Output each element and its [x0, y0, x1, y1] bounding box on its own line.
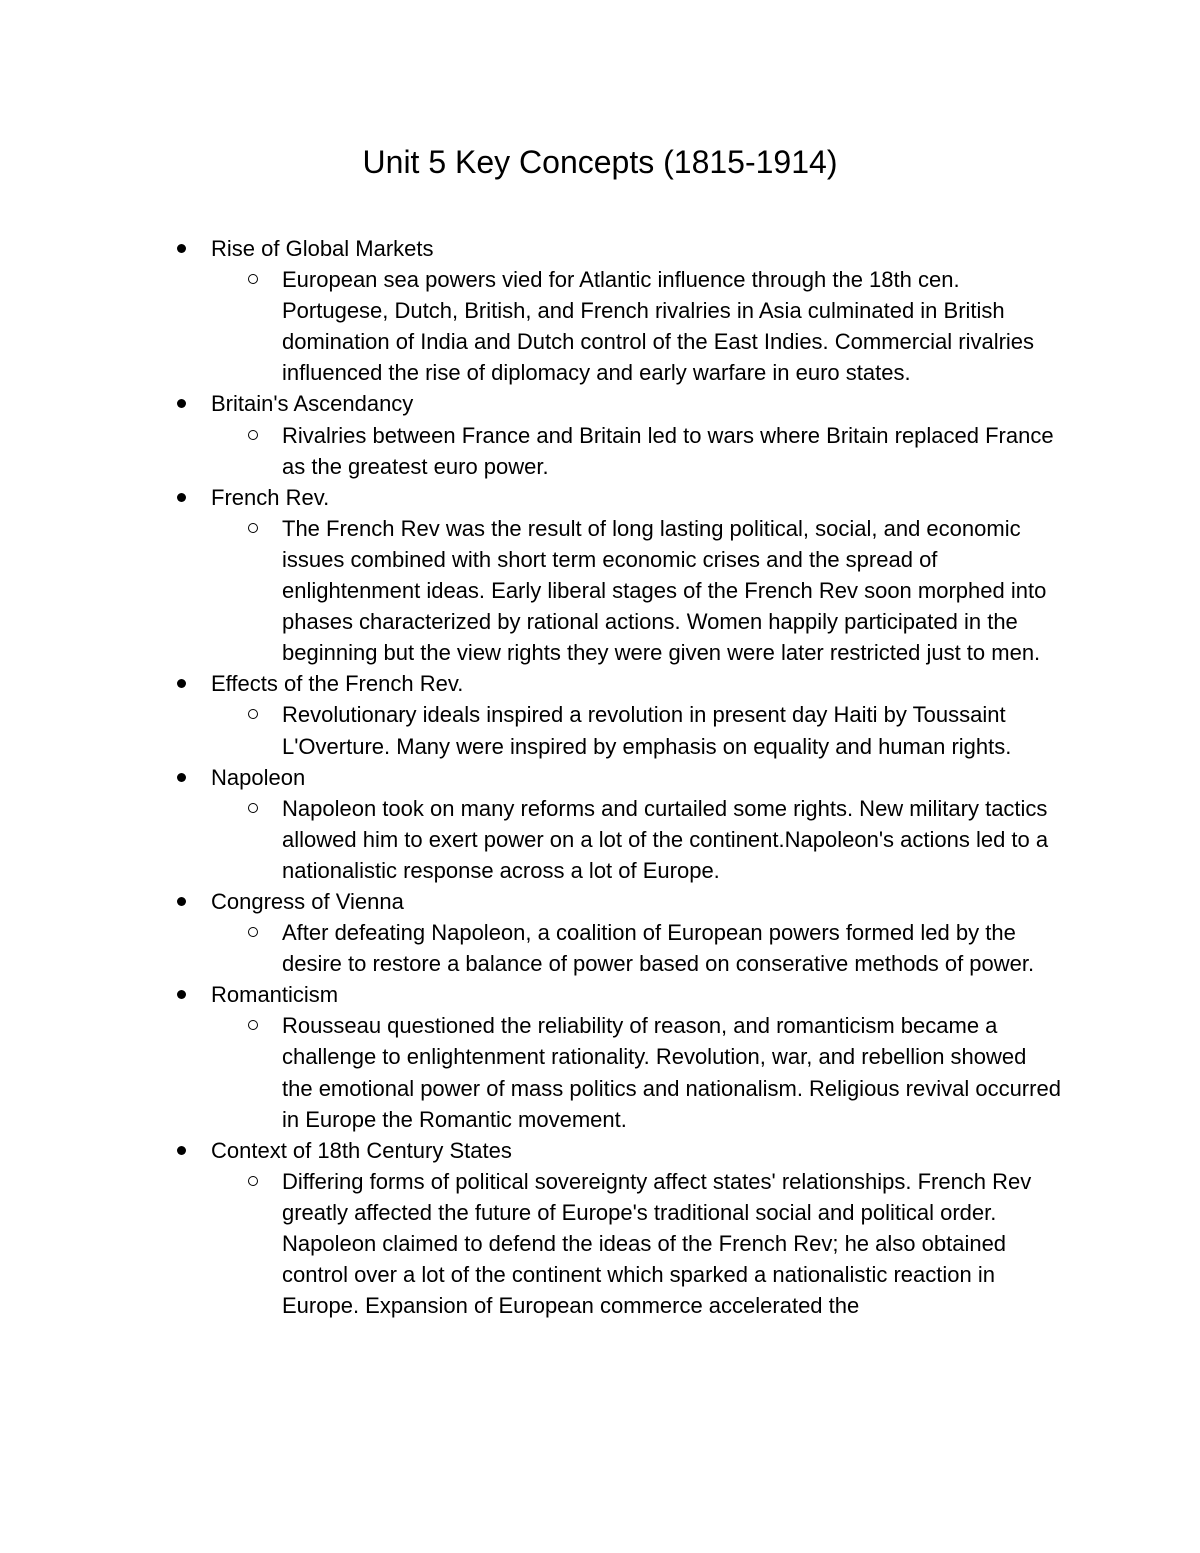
topic-detail: The French Rev was the result of long lasting political, social, and economic issues combined with short term economic crises and the spread of enlightenment ideas. Early liberal stages of the French Rev soon morphed into phases characterized by rational actions. Women happily participated in the beginning but the view rights they were given were later restricted just to men. [282, 513, 1062, 668]
topic-context-18th-century-states [0, 1135, 1200, 1322]
topic-napoleon [0, 762, 1200, 886]
topic-rise-of-global-markets [0, 233, 1200, 388]
topic-detail: Napoleon took on many reforms and curtailed some rights. New military tactics allowed him to exert power on a lot of the continent.Napoleon's actions led to a nationalistic response across a lot of Europe. [282, 793, 1062, 886]
topic-details [211, 420, 1200, 482]
key-concepts-list [0, 233, 1200, 1321]
topic-details [211, 917, 1200, 979]
topic-details [211, 1010, 1200, 1134]
topic-label: French Rev. [211, 484, 330, 510]
topic-french-rev [0, 482, 1200, 669]
topic-label: Romanticism [211, 982, 339, 1008]
topic-detail: European sea powers vied for Atlantic influence through the 18th cen. Portugese, Dutch, British, and French rivalries in Asia culminated in British domination of India and Dutch control of the East Indies. Commercial rivalries influenced the rise of diplomacy and early warfare in euro states. [282, 264, 1062, 388]
topic-details [211, 699, 1200, 761]
topic-details [211, 513, 1200, 668]
topic-detail: Rivalries between France and Britain led to wars where Britain replaced France as the greatest euro power. [282, 420, 1062, 482]
topic-details [211, 1166, 1200, 1321]
topic-label: Context of 18th Century States [211, 1137, 512, 1163]
topic-details [211, 793, 1200, 886]
page-title: Unit 5 Key Concepts (1815-1914) [362, 144, 838, 180]
topic-effects-of-french-rev [0, 668, 1200, 761]
topic-detail: Differing forms of political sovereignty affect states' relationships. French Rev greatly affected the future of Europe's traditional social and political order. Napoleon claimed to defend the ideas of the French Rev; he also obtained control over a lot of the continent which sparked a nationalistic reaction in Europe. Expansion of European commerce accelerated the [282, 1166, 1062, 1321]
topic-label: Napoleon [211, 764, 306, 790]
topic-label: Effects of the French Rev. [211, 671, 464, 697]
topic-britains-ascendancy [0, 388, 1200, 481]
topic-detail: After defeating Napoleon, a coalition of European powers formed led by the desire to restore a balance of power based on conserative methods of power. [282, 917, 1062, 979]
topic-congress-of-vienna [0, 886, 1200, 979]
topic-label: Rise of Global Markets [211, 236, 434, 261]
topic-romanticism [0, 979, 1200, 1134]
topic-detail: Rousseau questioned the reliability of reason, and romanticism became a challenge to enlightenment rationality. Revolution, war, and rebellion showed the emotional power of mass politics and nationalism. Religious revival occurred in Europe the Romantic movement. [282, 1010, 1062, 1134]
topic-label: Britain's Ascendancy [211, 391, 414, 417]
topic-detail: Revolutionary ideals inspired a revolution in present day Haiti by Toussaint L'Overture. Many were inspired by emphasis on equality and human rights. [282, 699, 1062, 761]
topic-label: Congress of Vienna [211, 888, 404, 914]
topic-details [211, 264, 1200, 388]
